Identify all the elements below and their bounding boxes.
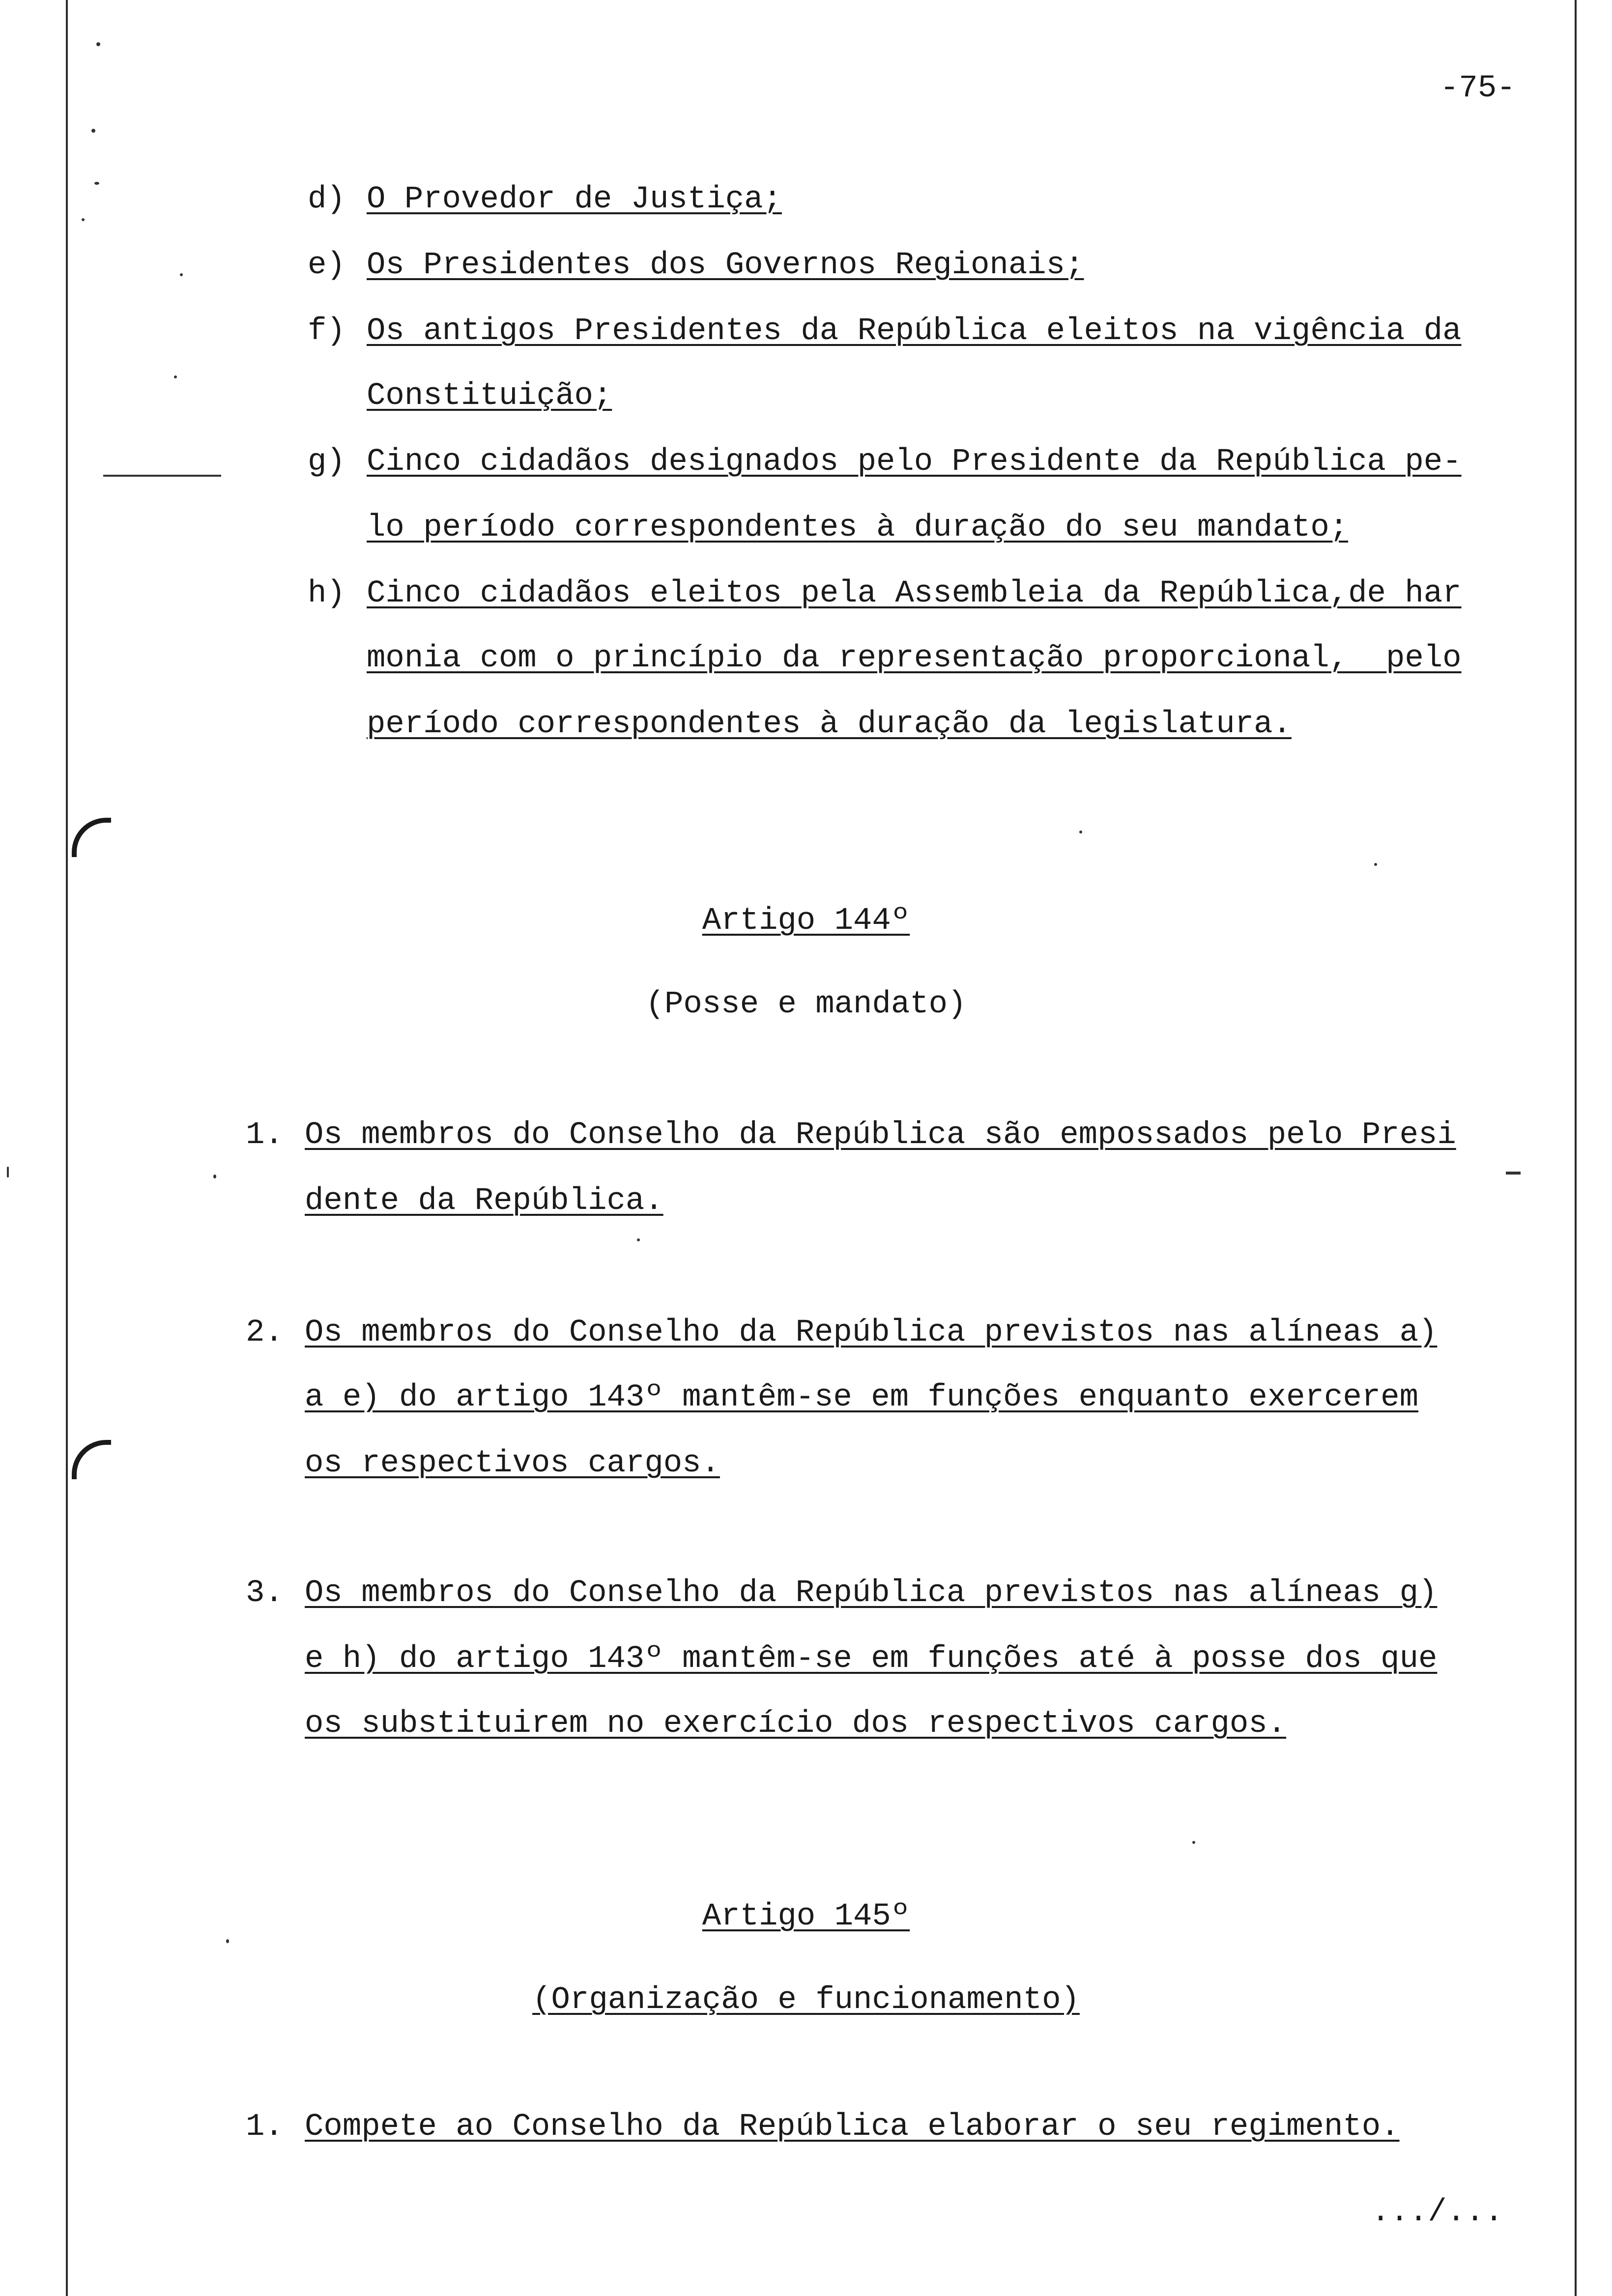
article-144-paragraph-3-number: 3. [246, 1576, 284, 1611]
article-144-paragraph-2-number: 2. [246, 1315, 284, 1350]
article-145-subtitle: (Organização e funcionamento) [532, 1982, 1080, 2018]
item-d-line-1: O Provedor de Justiça; [367, 182, 782, 217]
item-letter-g: g) [308, 444, 345, 480]
scan-speck [180, 273, 183, 276]
scan-speck [82, 218, 85, 221]
item-f-line-2: Constituição; [367, 378, 612, 414]
article-144-paragraph-2-line-1: Os membros do Conselho da República previstos nas alíneas a) [305, 1315, 1438, 1350]
continuation-marker: .../... [1371, 2195, 1503, 2230]
scan-speck [213, 1175, 216, 1178]
article-144-title: Artigo 144º [702, 903, 910, 939]
item-h-line-1: Cinco cidadãos eleitos pela Assembleia da República,de har [367, 576, 1462, 611]
item-letter-e: e) [308, 248, 345, 283]
article-144-paragraph-1-line-2: dente da República. [305, 1183, 663, 1219]
article-145-paragraph-1-number: 1. [246, 2109, 284, 2145]
scan-speck [7, 1167, 9, 1177]
item-f-line-1: Os antigos Presidentes da República eleitos na vigência da [367, 314, 1462, 349]
scan-speck [174, 375, 177, 378]
article-144-paragraph-1-number: 1. [246, 1118, 284, 1153]
item-e-line-1: Os Presidentes dos Governos Regionais; [367, 248, 1084, 283]
item-g-line-2: lo período correspondentes à duração do seu mandato; [367, 510, 1349, 545]
item-letter-d: d) [308, 182, 345, 217]
article-145-paragraph-1-line-1: Compete ao Conselho da República elaborar o seu regimento. [305, 2109, 1400, 2145]
scan-speck [226, 1939, 229, 1943]
article-144-paragraph-3-line-1: Os membros do Conselho da República previstos nas alíneas g) [305, 1576, 1438, 1611]
page-left-edge [66, 0, 68, 2296]
article-144-paragraph-2-line-2: a e) do artigo 143º mantêm-se em funções enquanto exercerem [305, 1380, 1418, 1415]
punch-hole-mark [72, 818, 111, 857]
scan-speck [91, 129, 95, 133]
article-144-paragraph-3-line-2: e h) do artigo 143º mantêm-se em funções até à posse dos que [305, 1641, 1438, 1677]
page-right-edge [1575, 0, 1577, 2296]
article-144-subtitle: (Posse e mandato) [645, 987, 967, 1022]
article-144-paragraph-3-line-3: os substituirem no exercício dos respectivos cargos. [305, 1706, 1287, 1742]
scan-speck [96, 42, 100, 46]
page-number: -75- [1440, 71, 1516, 106]
scan-speck [94, 182, 99, 185]
margin-dash-mark [103, 475, 221, 477]
item-g-line-1: Cinco cidadãos designados pelo Presidente da República pe- [367, 444, 1462, 480]
article-145-title: Artigo 145º [702, 1899, 910, 1934]
article-144-paragraph-2-line-3: os respectivos cargos. [305, 1446, 720, 1481]
punch-hole-mark [72, 1440, 111, 1479]
item-h-line-2: monia com o princípio da representação proporcional, pelo [367, 641, 1462, 676]
article-144-paragraph-1-line-1: Os membros do Conselho da República são empossados pelo Presi [305, 1118, 1456, 1153]
scan-speck [637, 1238, 640, 1241]
item-h-line-3: período correspondentes à duração da legislatura. [367, 707, 1292, 742]
item-letter-f: f) [308, 314, 345, 349]
scan-speck [1374, 863, 1377, 866]
scan-speck [1192, 1841, 1195, 1844]
margin-dash-mark [1506, 1172, 1521, 1175]
item-letter-h: h) [308, 576, 345, 611]
scan-speck [1079, 831, 1082, 833]
